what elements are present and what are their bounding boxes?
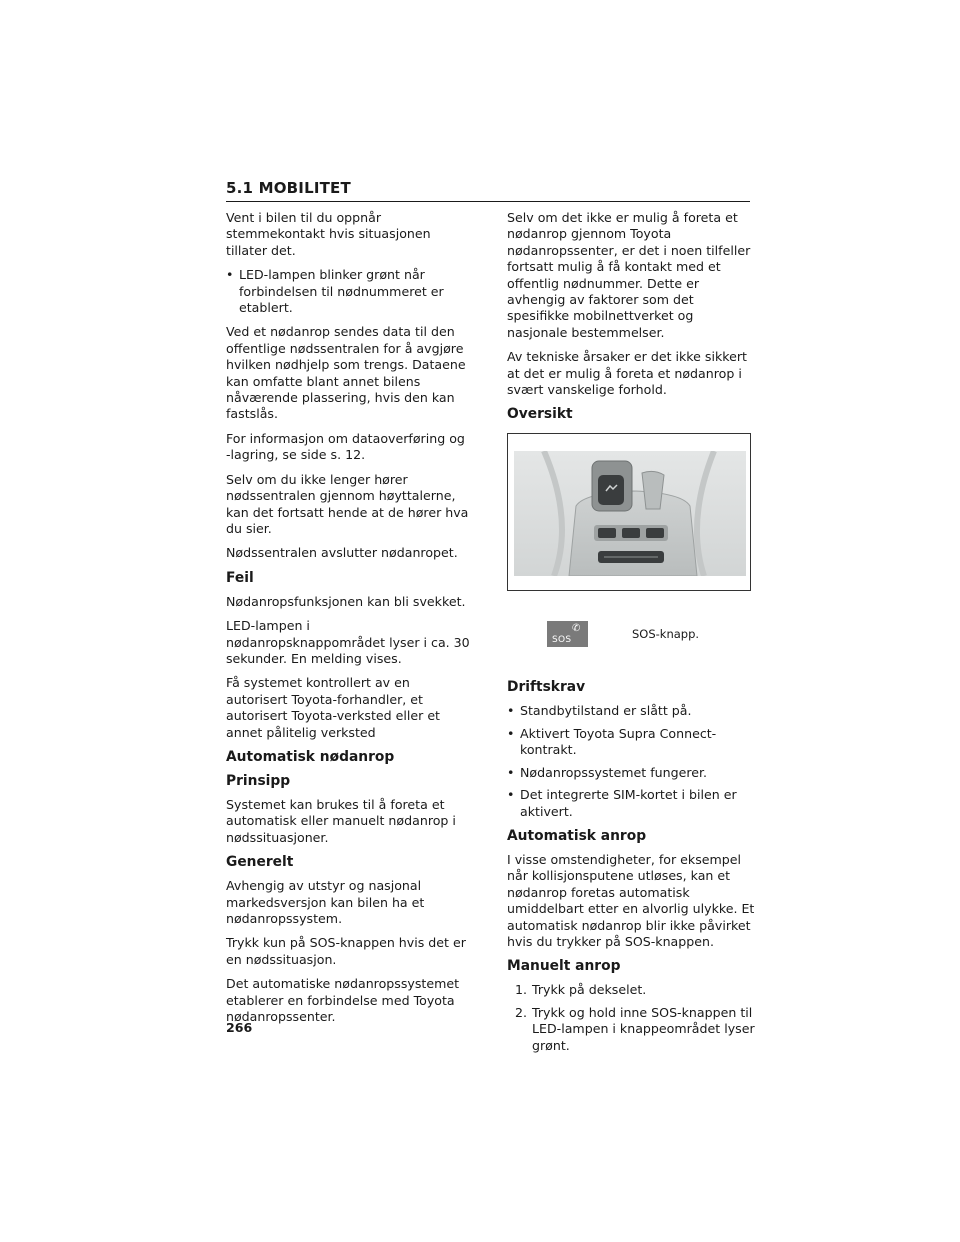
heading-driftskrav: Driftskrav [507,679,586,696]
paragraph: For informasjon om dataoverføring og -lagring, se side s. 12. [226,430,465,463]
bullet-item: • Aktivert Toyota Supra Connect-kontrakt. [507,726,757,759]
paragraph: Ved et nødanrop sendes data til den offentlige nødssentralen for å avgjøre hvilken nødhjelp som trengs. Dataene kan omfatte blant annet bilens nåværende plassering, hvis den kan fastslås. [226,324,466,422]
paragraph: Få systemet kontrollert av en autorisert Toyota-forhandler, et autorisert Toyota-verksted eller et annet pålitelig verksted [226,675,441,740]
paragraph: LED-lampen i nødanropsknappområdet lyser i ca. 30 sekunder. En melding vises. [226,618,470,666]
left-column [226,210,472,1033]
sos-icon [547,621,588,647]
step-text: Trykk og hold inne SOS-knappen til LED-lampen i knappeområdet lyser grønt. [532,1004,755,1053]
paragraph: Nødssentralen avslutter nødanropet. [226,545,458,561]
heading-prinsipp: Prinsipp [226,772,291,789]
paragraph: Selv om du ikke lenger hører nødssentralen gjennom høyttalerne, kan det fortsatt hende at de hører hva du sier. [226,471,469,536]
step-item [515,982,757,998]
paragraph: Det automatiske nødanropssystemet etablerer en forbindelse med Toyota nødanropssenter. [226,976,460,1025]
step-number: 1. [515,982,528,998]
heading-manuelt-anrop: Manuelt anrop [507,958,621,975]
sos-icon-label: SOS [552,635,572,646]
page-number: 266 [226,1020,253,1035]
paragraph: Vent i bilen til du oppnår stemmekontakt hvis situasjonen tillater det. [226,210,431,258]
section-header: 5.1 MOBILITET [226,179,750,202]
paragraph: Systemet kan brukes til å foreta et automatisk eller manuelt nødanrop i nødssituasjoner. [226,796,456,845]
legend-label: SOS-knapp. [632,627,700,642]
paragraph: Selv om det ikke er mulig å foreta et nødanrop gjennom Toyota nødanropssenter, er det i noen tilfeller fortsatt mulig å få kontakt med et offentlig nødnummer. Dette er avhengig av faktorer som det spesifikke mobilnettverket og nasjonale bestemmelser. [507,210,751,340]
legend-row [507,621,757,647]
sos-button-cover [598,475,624,505]
paragraph: Av tekniske årsaker er det ikke sikkert at det er mulig å foreta et nødanrop i svært vanskelige forhold. [507,349,747,398]
heading-oversikt: Oversikt [507,406,573,423]
bullet-item: • Standbytilstand er slått på. [507,703,757,719]
bullet-item: • LED-lampen blinker grønt når forbindelsen til nødnummeret er etablert. [226,267,472,316]
heading-automatisk-anrop: Automatisk anrop [507,827,647,844]
paragraph: Nødanropsfunksjonen kan bli svekket. [226,593,466,609]
bullet-list [507,703,757,819]
right-column [507,210,757,1060]
bullet-list [226,267,472,316]
overhead-console-figure [507,433,751,591]
paragraph: I visse omstendigheter, for eksempel når kollisjonsputene utløses, kan et nødanrop foretas automatisk umiddelbart etter en alvorlig ulykke. Et automatisk nødanrop blir ikke påvirket hvis du trykker på SOS-knappen. [507,851,755,949]
paragraph: Avhengig av utstyr og nasjonal markedsversjon kan bilen ha et nødanropssystem. [226,878,425,926]
step-item [515,1005,757,1054]
step-text: Trykk på dekselet. [532,982,647,998]
step-list [507,982,757,1054]
paragraph: Trykk kun på SOS-knappen hvis det er en nødssituasjon. [226,935,466,967]
heading-automatisk-nodanrop: Automatisk nødanrop [226,748,395,765]
bullet-item: • Det integrerte SIM-kortet i bilen er aktivert. [507,787,757,820]
overhead-console-illustration [514,451,746,576]
bullet-item: • Nødanropssystemet fungerer. [507,765,757,781]
step-number: 2. [515,1004,528,1020]
phone-icon: ✆ [572,623,581,635]
heading-generelt: Generelt [226,854,294,871]
heading-feil: Feil [226,569,254,586]
